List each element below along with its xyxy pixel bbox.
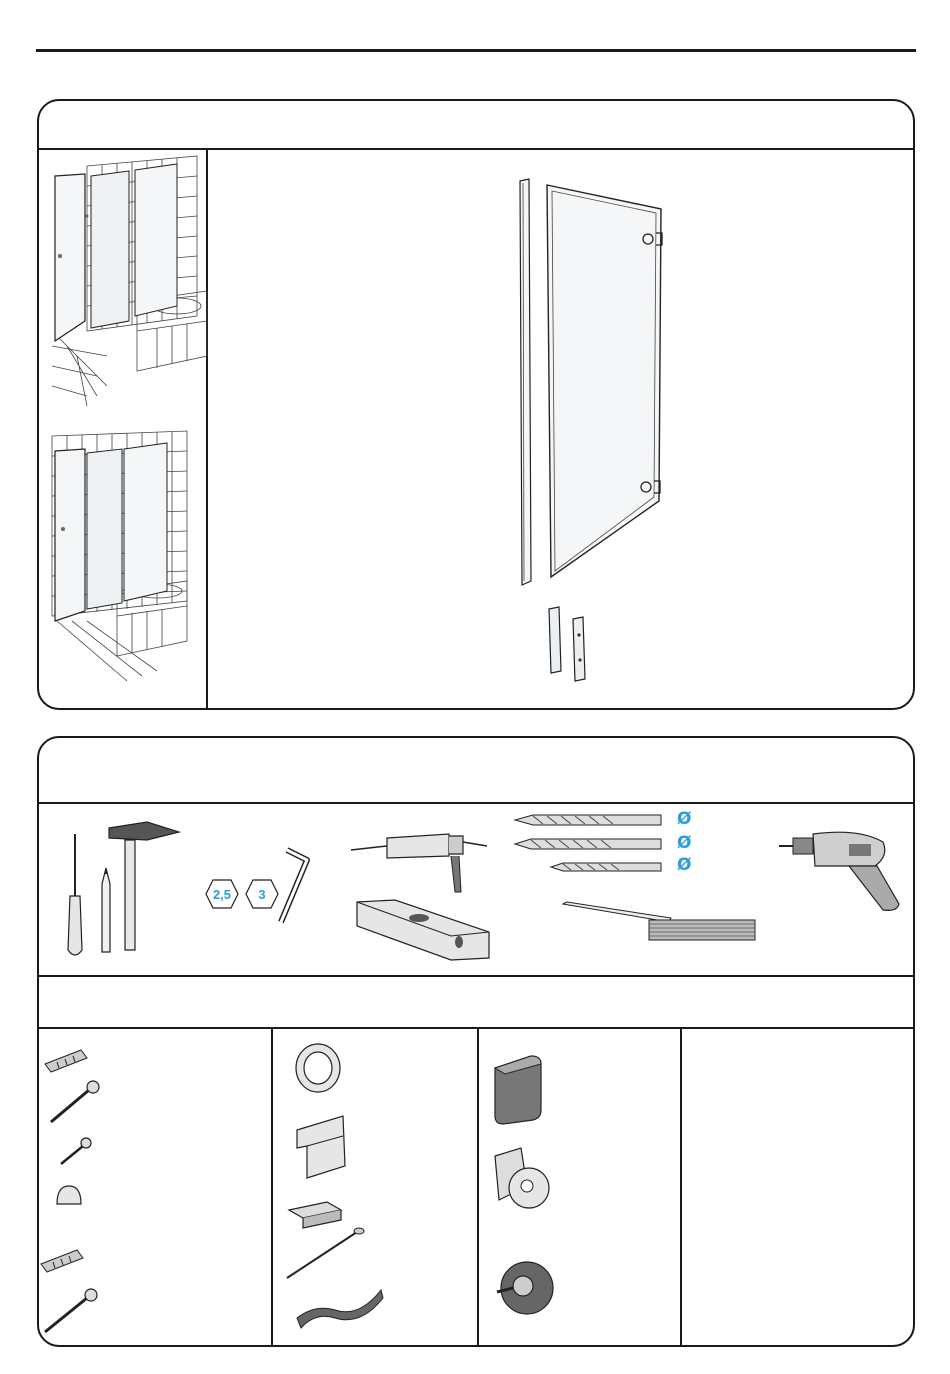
- tools-fittings-divider: [39, 975, 913, 977]
- hinge-bracket-icon: [491, 1146, 553, 1216]
- small-screw-icon: [59, 1136, 93, 1166]
- glass-clamp-knob-icon: [495, 1254, 555, 1320]
- drill-bit-2-diameter: Ø: [677, 833, 692, 853]
- power-drill-icon: [779, 832, 903, 916]
- header-rule: [36, 49, 916, 52]
- drill-bit-3-diameter: Ø: [677, 855, 692, 875]
- scope-header-divider: [39, 148, 913, 150]
- installation-variant-corner-illustration: [47, 156, 207, 416]
- drill-bit-1-diameter: Ø: [677, 809, 692, 829]
- sealing-strip-icon: [295, 1282, 385, 1330]
- hex-key-size-3-label: 3: [258, 887, 266, 902]
- fittings-column-divider-2: [477, 1027, 479, 1347]
- wall-plug-icon: [43, 1046, 91, 1072]
- installation-variant-side-panel-illustration: [47, 431, 207, 701]
- hex-key-size-2-5-label: 2,5: [212, 887, 232, 902]
- silicone-gun-icon: [351, 828, 491, 896]
- drill-bit-3-icon: [549, 862, 663, 872]
- wall-profile-illustration: [517, 177, 537, 587]
- wall-plug-2-icon: [39, 1246, 87, 1272]
- connector-pieces-illustration: [545, 605, 605, 685]
- screwdriver-icon: [65, 834, 85, 958]
- wood-screw-icon: [49, 1080, 101, 1124]
- hex-key-icon: [277, 846, 323, 926]
- drill-bit-2-icon: [513, 838, 663, 850]
- end-cap-clip-icon: [293, 1112, 349, 1182]
- fittings-column-divider-1: [271, 1027, 273, 1347]
- spirit-level-icon: [355, 898, 491, 962]
- glass-door-panel-illustration: [543, 183, 673, 583]
- drill-bit-1-icon: [513, 814, 663, 826]
- sealing-ring-icon: [293, 1042, 343, 1094]
- nail-icon: [285, 1226, 365, 1282]
- fittings-header-divider: [39, 1027, 913, 1029]
- folding-rule-icon: [561, 902, 761, 946]
- scope-of-delivery-panel: [37, 99, 915, 710]
- tools-and-fittings-panel: [37, 736, 915, 1347]
- rubber-bumper-icon: [55, 1184, 83, 1208]
- cover-plate-icon: [491, 1054, 545, 1126]
- fittings-column-divider-3: [680, 1027, 682, 1347]
- wood-screw-2-icon: [43, 1288, 99, 1334]
- hammer-icon: [107, 820, 183, 954]
- tools-header-divider: [39, 802, 913, 804]
